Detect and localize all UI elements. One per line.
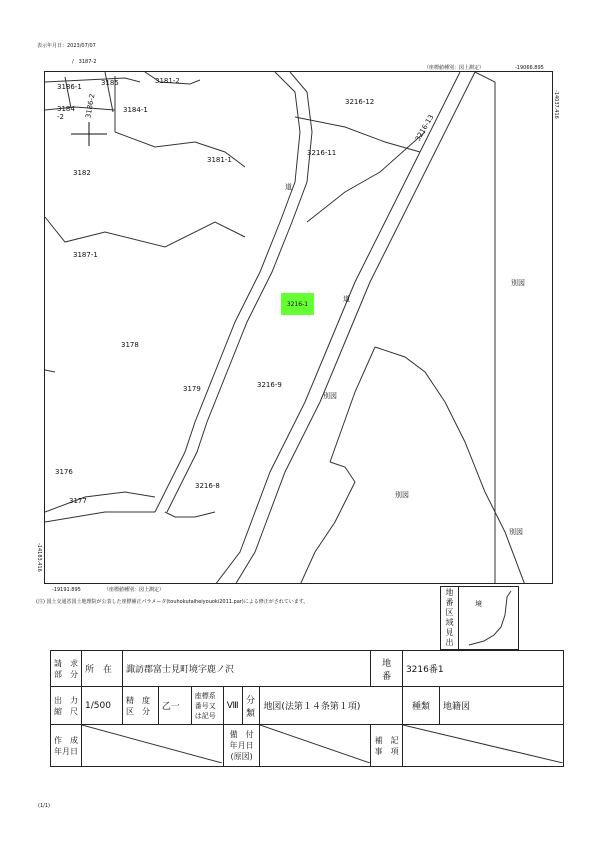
remarks-label: 備 付 年月日 (原図) (223, 725, 260, 767)
parcel-label: 3181-1 (207, 156, 232, 164)
parcel-label: 3179 (183, 385, 201, 393)
road-label: 道 (343, 295, 350, 303)
page-number: (1/1) (38, 803, 50, 809)
request-form (50, 650, 564, 767)
scale-value: 1/500 (82, 687, 123, 725)
coord-system-value: Ⅷ (223, 687, 242, 725)
map-lines (45, 72, 553, 584)
other-sheet-label: 別図 (395, 491, 409, 499)
parcel-label: 3182 (73, 169, 91, 177)
class-label: 分類 (243, 687, 260, 725)
coord-system-label: 座標系 番号又 は記号 (191, 687, 223, 725)
lot-value: 3216番1 (402, 651, 563, 687)
right-coord: -14037.416 (553, 90, 559, 119)
bottom-coord-note: （座標値種別：図上測定） (104, 587, 165, 593)
blank-diagonal (260, 725, 370, 763)
location-value: 諏訪郡富士見町境字鹿ノ沢 (123, 651, 371, 687)
other-sheet-label: 別図 (511, 279, 525, 287)
bottom-coord-left: -19191.895 (52, 587, 81, 593)
other-sheet-label: 別図 (509, 528, 523, 536)
parcel-label: 3185 (101, 79, 119, 87)
lot-label: 地 番 (371, 651, 403, 687)
notes-value-empty (402, 725, 563, 767)
left-coord: -14183.416 (36, 543, 42, 572)
parcel-label: 3216-13 (413, 113, 436, 143)
type-label: 種類 (402, 687, 439, 725)
parcel-label: 3216-8 (195, 482, 220, 490)
blank-diagonal (403, 725, 563, 763)
parcel-label: 3187-1 (73, 251, 98, 259)
remarks-value-empty (260, 725, 371, 767)
legend-boundary-line (459, 587, 519, 649)
legend-title: 地番区域見出 (441, 587, 459, 649)
created-value-empty (82, 725, 224, 767)
notes-label: 補 記 事 項 (371, 725, 403, 767)
parcel-label: 3176 (55, 468, 73, 476)
other-sheet-label: 別図 (323, 392, 337, 400)
class-value: 地図(法第１４条第１項) (260, 687, 403, 725)
parcel-label: 3186-2 (84, 93, 97, 119)
parcel-label: 3216-11 (307, 149, 337, 157)
legend-text: 境 (475, 600, 482, 608)
cadastral-map (44, 71, 553, 584)
road-label: 道 (285, 183, 292, 191)
precision-label: 精 度 区 分 (123, 687, 159, 725)
target-parcel-highlight: 3216-1 (281, 293, 314, 315)
correction-note: (注) 国土交通省国土地理院が公表した座標補正パラメータ(touhokutaiheiyouoki2011.par)による修正がされています。 (36, 599, 309, 605)
parcel-label: 3178 (121, 341, 139, 349)
location-label: 所 在 (82, 651, 123, 687)
precision-value: 乙一 (158, 687, 191, 725)
district-legend (440, 586, 519, 650)
parcel-label: 3186-1 (57, 83, 82, 91)
scale-label: 出 力 縮 尺 (51, 687, 82, 725)
blank-diagonal (82, 725, 222, 763)
parcel-label: 3216-12 (345, 98, 375, 106)
top-coord-left: / 3187-2 (72, 59, 97, 65)
parcel-label: 3216-9 (257, 381, 282, 389)
top-coord-note: （座標値種別：図上測定） (424, 65, 485, 71)
parcel-label: 3184 -2 (57, 105, 75, 121)
parcel-label: 3177 (69, 497, 87, 505)
top-coord-right: -19066.895 (515, 65, 544, 71)
request-label: 請 求 部 分 (51, 651, 82, 687)
parcel-label: 3184-1 (123, 106, 148, 114)
created-label: 作 成 年月日 (51, 725, 82, 767)
parcel-label: 3181-2 (155, 77, 180, 85)
type-value: 地籍図 (440, 687, 564, 725)
display-date: 表示年月日：2023/07/07 (37, 43, 96, 49)
